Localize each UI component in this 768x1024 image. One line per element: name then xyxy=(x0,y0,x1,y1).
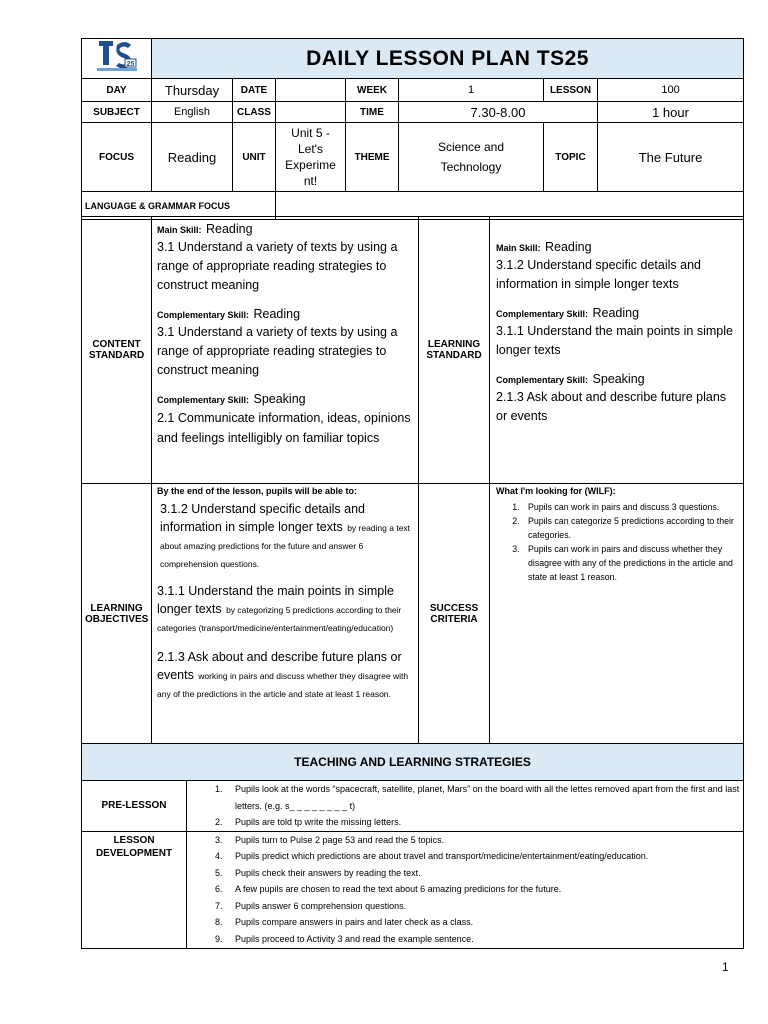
cs-main-label: Main Skill: xyxy=(157,225,202,235)
cs-comp2-label: Complementary Skill: xyxy=(157,395,250,405)
strategies-heading: TEACHING AND LEARNING STRATEGIES xyxy=(82,744,744,781)
development-item: 9. Pupils proceed to Activity 3 and read the example sentence. xyxy=(225,931,743,948)
development-item: 7. Pupils answer 6 comprehension questions. xyxy=(225,898,743,915)
pre-lesson-item: 1. Pupils look at the words “spacecraft, satellite, planet, Mars” on the board with all the lettes removed apart from the first and last letters. (e.g. s_ _ _ _ _ _ _ _ t) xyxy=(225,781,743,814)
objective-1-main: 3.1.2 Understand specific details and information in simple longer texts xyxy=(160,502,365,534)
ls-comp2-text: 2.1.3 Ask about and describe future plans or events xyxy=(496,390,727,423)
class-value xyxy=(276,102,346,123)
cs-main-text: 3.1 Understand a variety of texts by using a range of appropriate reading strategies to construct meaning xyxy=(157,240,398,292)
ts25-logo-icon xyxy=(95,39,139,73)
page-number: 1 xyxy=(722,960,729,974)
objective-2 xyxy=(157,582,413,636)
cs-comp2-value: Speaking xyxy=(253,392,306,406)
pre-lesson-item: 2. Pupils are told tp write the missing letters. xyxy=(225,814,743,831)
development-item: 6. A few pupils are chosen to read the text about 6 amazing predicions for the future. xyxy=(225,881,743,898)
content-standard-label: CONTENT STANDARD xyxy=(82,217,152,484)
theme-label: THEME xyxy=(346,123,399,192)
cs-comp1-label: Complementary Skill: xyxy=(157,310,250,320)
topic-label: TOPIC xyxy=(544,123,598,192)
svg-text:25: 25 xyxy=(126,61,134,68)
language-grammar-label: LANGUAGE & GRAMMAR FOCUS xyxy=(82,192,276,220)
focus-label: FOCUS xyxy=(82,123,152,192)
cs-main-value: Reading xyxy=(205,222,253,236)
cs-comp1-value: Reading xyxy=(253,307,301,321)
time-value: 7.30-8.00 xyxy=(399,102,598,123)
day-value: Thursday xyxy=(152,79,233,102)
ls-comp1-label: Complementary Skill: xyxy=(496,309,589,319)
day-label: DAY xyxy=(82,79,152,102)
objective-1 xyxy=(157,500,413,572)
wilf-heading: What I'm looking for (WILF): xyxy=(496,486,616,496)
subject-label: SUBJECT xyxy=(82,102,152,123)
ls-comp1-text: 3.1.1 Understand the main points in simple longer texts xyxy=(496,324,733,357)
duration-value: 1 hour xyxy=(598,102,744,123)
cs-comp1-text: 3.1 Understand a variety of texts by using a range of appropriate reading strategies to construct meaning xyxy=(157,325,398,377)
learning-standard-label: LEARNING STANDARD xyxy=(419,217,490,484)
topic-value: The Future xyxy=(598,123,744,192)
ls-comp2-label: Complementary Skill: xyxy=(496,375,589,385)
lesson-development-label: LESSON DEVELOPMENT xyxy=(82,831,187,948)
wilf-item: 1. Pupils can work in pairs and discuss 3 questions. xyxy=(522,500,737,514)
wilf-list xyxy=(496,500,737,584)
success-criteria-cell xyxy=(490,484,744,745)
development-item: 3. Pupils turn to Pulse 2 page 53 and read the 5 topics. xyxy=(225,832,743,849)
subject-value: English xyxy=(152,102,233,123)
lesson-development-list xyxy=(187,832,743,948)
learning-objectives-label: LEARNING OBJECTIVES xyxy=(82,484,152,745)
standards-table xyxy=(81,216,744,745)
unit-label: UNIT xyxy=(233,123,276,192)
pre-lesson-cell xyxy=(187,781,744,832)
content-standard-cell xyxy=(152,217,419,484)
date-label: DATE xyxy=(233,79,276,102)
learning-objectives-cell xyxy=(152,484,419,745)
page-title: DAILY LESSON PLAN TS25 xyxy=(152,39,744,79)
time-label: TIME xyxy=(346,102,399,123)
cs-comp2-text: 2.1 Communicate information, ideas, opinions and feelings intelligibly on familiar topics xyxy=(157,411,411,445)
objective-2-main: 3.1.1 Understand the main points in simple longer texts xyxy=(157,584,394,616)
objectives-intro: By the end of the lesson, pupils will be able to: xyxy=(157,486,358,496)
objective-1-detail: by reading a text about amazing predictions for the future and answer 6 comprehension questions. xyxy=(160,523,411,569)
lesson-value: 100 xyxy=(598,79,744,102)
learning-standard-cell xyxy=(490,217,744,484)
logo-cell xyxy=(82,39,152,79)
development-item: 5. Pupils check their answers by reading the text. xyxy=(225,865,743,882)
strategies-table xyxy=(81,743,744,949)
objective-3-detail: working in pairs and discuss whether they disagree with any of the predictions in the article and state at least 1 reason. xyxy=(157,671,409,699)
unit-value: Unit 5 - Let's Experime nt! xyxy=(276,123,346,192)
development-item: 8. Pupils compare answers in pairs and later check as a class. xyxy=(225,914,743,931)
development-item: 4. Pupils predict which predictions are about travel and transport/medicine/entertainment/eating/education. xyxy=(225,848,743,865)
lesson-development-cell xyxy=(187,831,744,948)
class-label: CLASS xyxy=(233,102,276,123)
ls-main-text: 3.1.2 Understand specific details and information in simple longer texts xyxy=(496,258,701,291)
success-criteria-label: SUCCESS CRITERIA xyxy=(419,484,490,745)
pre-lesson-label: PRE-LESSON xyxy=(82,781,187,832)
focus-value: Reading xyxy=(152,123,233,192)
objective-3-main: 2.1.3 Ask about and describe future plans or events xyxy=(157,650,402,682)
ls-main-value: Reading xyxy=(544,240,592,254)
week-label: WEEK xyxy=(346,79,399,102)
ls-comp1-value: Reading xyxy=(592,306,640,320)
objective-3 xyxy=(157,648,413,702)
wilf-item: 3. Pupils can work in pairs and discuss whether they disagree with any of the predictions in the article and state at least 1 reason. xyxy=(522,542,737,584)
pre-lesson-list xyxy=(187,781,743,831)
date-value xyxy=(276,79,346,102)
objective-2-detail: by categorizing 5 predictions according to their categories (transport/medicine/entertainment/eating/education) xyxy=(157,605,402,633)
lesson-plan-table xyxy=(81,38,744,220)
wilf-item: 2. Pupils can categorize 5 predictions according to their categories. xyxy=(522,514,737,542)
lesson-label: LESSON xyxy=(544,79,598,102)
ls-main-label: Main Skill: xyxy=(496,243,541,253)
theme-value: Science and Technology xyxy=(399,123,544,192)
ls-comp2-value: Speaking xyxy=(592,372,645,386)
week-value: 1 xyxy=(399,79,544,102)
